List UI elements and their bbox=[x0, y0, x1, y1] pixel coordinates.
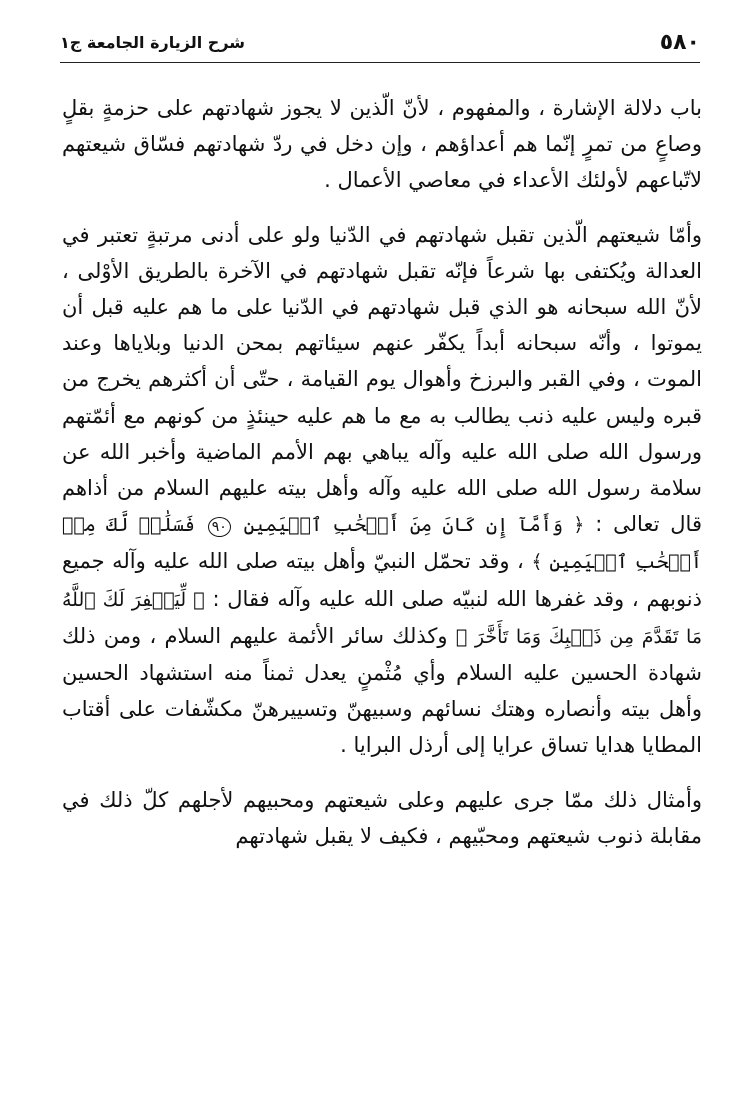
quran-verse: فَسَلَٰمٞ لَّكَ مِنۡ أَصۡحَٰبِ ٱلۡيَمِينِ ﴾ bbox=[62, 514, 703, 574]
quran-verse: ﴿ وَأَمَّآ إِن كَانَ مِنَ أَصۡحَٰبِ ٱلۡيَمِينِ bbox=[243, 514, 585, 537]
running-title: شرح الزيارة الجامعة ج١ bbox=[60, 33, 246, 52]
paragraph-text: وكذلك سائر الأئمة عليهم السلام ، ومن ذلك شهادة الحسين عليه السلام وأي مُثْمنٍ يعدل ثمناً منه استشهاد الحسين وأهل بيته وأنصاره وهتك نسائهم وسبيهنّ وتسييرهنّ مكشّفات على أقتاب المطايا هدايا تساق عرايا إلى أرذل البرايا . bbox=[62, 623, 702, 758]
quran-verse: ﴿ لِّيَغۡفِرَ لَكَ ٱللَّهُ مَا تَقَدَّمَ مِن ذَنۢبِكَ وَمَا تَأَخَّرَ ﴾ bbox=[62, 588, 702, 648]
paragraph-2 bbox=[62, 217, 702, 764]
paragraph-text: باب دلالة الإشارة ، والمفهوم ، لأنّ الّذين لا يجوز شهادتهم على حزمةٍ بقلٍ وصاعٍ من تمرٍ إنّما هم أعداؤهم ، وإن دخل في ردّ شهادتهم فسّاق شيعتهم لاتّباعهم لأولئك الأعداء في معاصي الأعمال . bbox=[62, 96, 702, 193]
header-divider bbox=[60, 62, 700, 63]
paragraph-3 bbox=[62, 782, 702, 854]
paragraph-text: وأمثال ذلك ممّا جرى عليهم وعلى شيعتهم ومحبيهم لأجلهم كلّ ذلك في مقابلة ذنوب شيعتهم ومحبّيهم ، فكيف لا يقبل شهادتهم bbox=[62, 787, 702, 848]
paragraph-text: وأمّا شيعتهم الّذين تقبل شهادتهم في الدّنيا ولو على أدنى مرتبةٍ تعتبر في العدالة ويُكتفى بها شرعاً فإنّه تقبل شهادتهم في الآخرة بالطريق الأوْلى ، لأنّ الله سبحانه هو الذي قبل شهادتهم في الدّنيا على ما هم عليه قبل أن يموتوا ، وأنّه سبحانه أبداً يكفّر عنهم سيئاتهم بمحن الدنيا وبلاياها وعند الموت ، وفي القبر والبرزخ وأهوال يوم القيامة ، حتّى أن أكثرهم يخرج من قبره وليس عليه ذنب يطالب به مع ما هم عليه حينئذٍ من كونهم مع أئمّتهم ورسول الله صلى الله عليه وآله يباهي بهم الأمم الماضية وأخبر الله عن سلامة رسول الله صلى الله عليه وآله وأهل بيته عليهم السلام من أذاهم قال تعالى : bbox=[62, 222, 702, 537]
paragraph-1 bbox=[62, 90, 702, 199]
verse-number-marker: ٩٠ bbox=[208, 517, 231, 537]
paragraph-text: ، وقد تحمّل النبيّ وأهل بيته صلى الله عليه وآله جميع ذنوبهم ، وقد غفرها الله لنبيّه صلى الله عليه وآله فقال : bbox=[62, 549, 702, 611]
page-number: ٥٨٠ bbox=[659, 30, 700, 55]
page-header bbox=[60, 30, 700, 60]
body-text bbox=[62, 90, 702, 854]
